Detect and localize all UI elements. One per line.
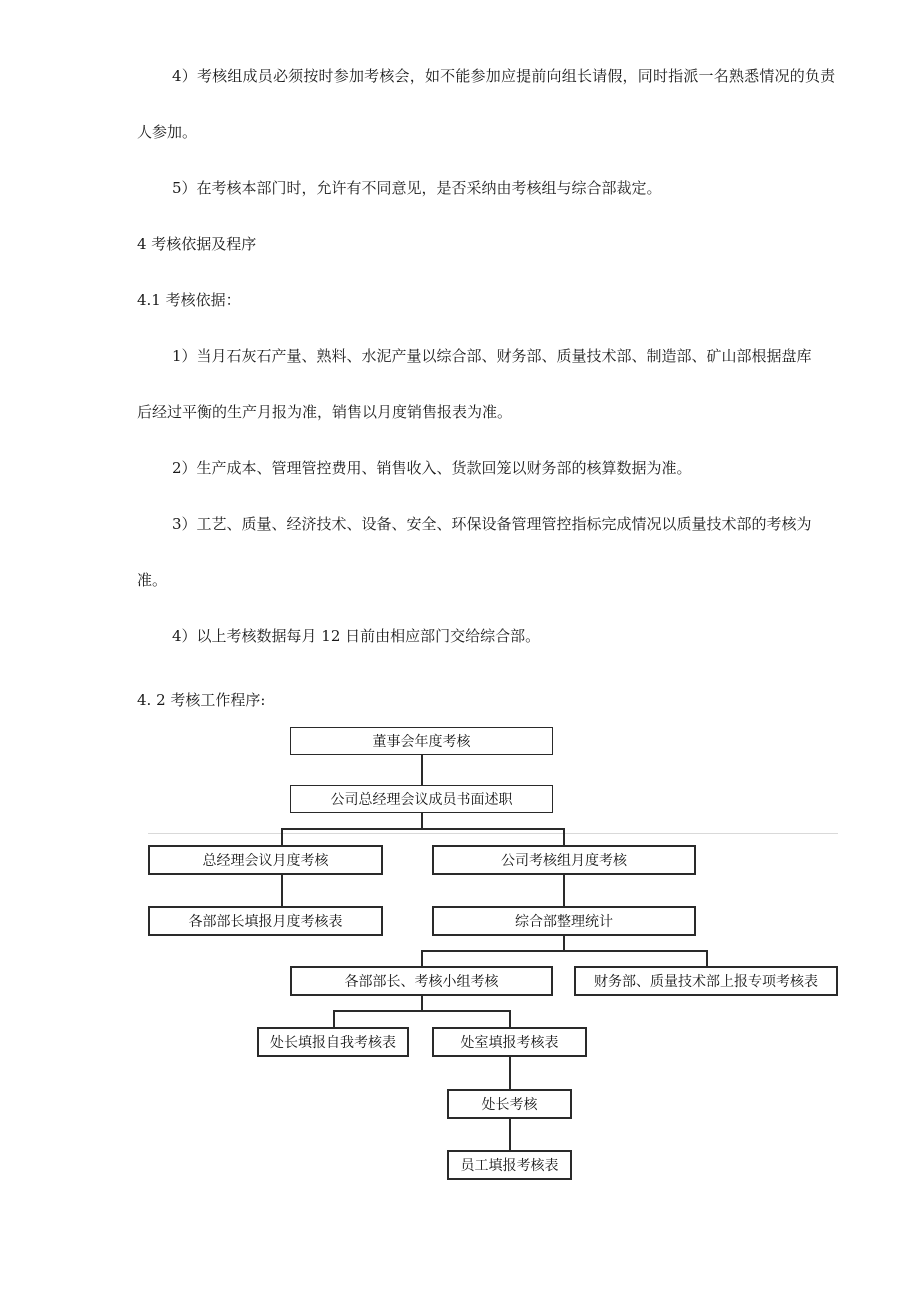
para-4-line-1: 4）考核组成员必须按时参加考核会，如不能参加应提前向组长请假，同时指派一名熟悉情况的负责 bbox=[172, 67, 836, 85]
connector bbox=[281, 875, 283, 906]
item-2: 2）生产成本、管理管控费用、销售收入、货款回笼以财务部的核算数据为准。 bbox=[172, 459, 692, 477]
connector bbox=[563, 828, 565, 845]
flow-general-dept-statistics: 综合部整理统计 bbox=[432, 906, 696, 936]
section-4-heading: 4 考核依据及程序 bbox=[137, 235, 257, 253]
item-4: 4）以上考核数据每月 12 日前由相应部门交给综合部。 bbox=[172, 627, 541, 645]
flow-dept-team-review: 各部部长、考核小组考核 bbox=[290, 966, 553, 996]
flow-dept-heads-fill-form: 各部部长填报月度考核表 bbox=[148, 906, 383, 936]
para-5: 5）在考核本部门时，允许有不同意见，是否采纳由考核组与综合部裁定。 bbox=[172, 179, 662, 197]
connector bbox=[281, 828, 283, 845]
connector bbox=[706, 950, 708, 966]
flow-gm-monthly-review: 总经理会议月度考核 bbox=[148, 845, 383, 875]
flow-office-fill-form: 处室填报考核表 bbox=[432, 1027, 587, 1057]
connector bbox=[421, 755, 423, 785]
flow-finance-quality-special-report: 财务部、质量技术部上报专项考核表 bbox=[574, 966, 838, 996]
connector bbox=[333, 1010, 335, 1027]
para-4-line-2: 人参加。 bbox=[137, 123, 198, 141]
connector bbox=[421, 996, 423, 1011]
item-1-line-2: 后经过平衡的生产月报为准，销售以月度销售报表为准。 bbox=[137, 403, 513, 421]
connector bbox=[281, 828, 565, 830]
connector bbox=[421, 950, 423, 966]
item-3-line-1: 3）工艺、质量、经济技术、设备、安全、环保设备管理管控指标完成情况以质量技术部的考核为 bbox=[172, 515, 812, 533]
flow-gm-written-report: 公司总经理会议成员书面述职 bbox=[290, 785, 553, 813]
flow-chief-self-assessment: 处长填报自我考核表 bbox=[257, 1027, 409, 1057]
connector bbox=[333, 1010, 511, 1012]
scan-artifact-line bbox=[148, 833, 838, 834]
connector bbox=[421, 813, 423, 829]
item-1-line-1: 1）当月石灰石产量、熟料、水泥产量以综合部、财务部、质量技术部、制造部、矿山部根据盘库 bbox=[172, 347, 812, 365]
connector bbox=[509, 1119, 511, 1150]
item-3-line-2: 准。 bbox=[137, 571, 168, 589]
connector bbox=[563, 875, 565, 906]
connector bbox=[509, 1010, 511, 1027]
connector bbox=[421, 950, 708, 952]
flow-chief-review: 处长考核 bbox=[447, 1089, 572, 1119]
flow-company-group-monthly-review: 公司考核组月度考核 bbox=[432, 845, 696, 875]
section-4-1-heading: 4.1 考核依据： bbox=[137, 291, 241, 309]
section-4-2-heading: 4. 2 考核工作程序: bbox=[137, 691, 266, 709]
connector bbox=[563, 936, 565, 951]
flow-staff-fill-form: 员工填报考核表 bbox=[447, 1150, 572, 1180]
connector bbox=[509, 1057, 511, 1089]
flow-board-annual-review: 董事会年度考核 bbox=[290, 727, 553, 755]
